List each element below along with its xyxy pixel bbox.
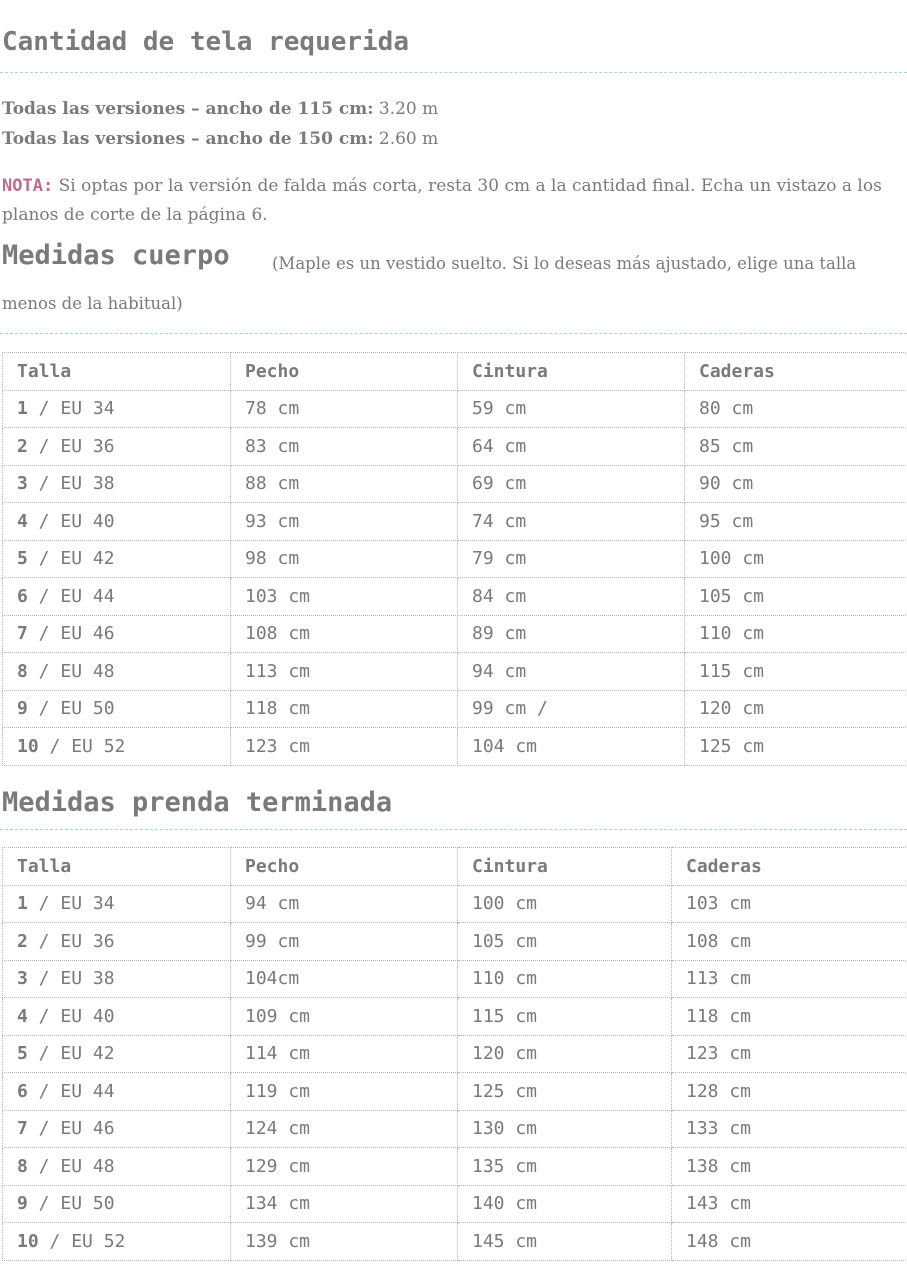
cell-pecho: 108 cm [231,615,458,653]
cell-talla [3,503,231,541]
cell-cintura: 94 cm [458,653,685,691]
cell-talla [3,960,231,998]
cell-caderas: 125 cm [685,728,907,766]
note-label: NOTA: [2,176,54,196]
header-pecho: Pecho [231,848,458,886]
table-header-row [3,848,907,886]
size-number: 8 [17,1155,28,1177]
cell-talla [3,1110,231,1148]
size-eu: / EU 40 [27,1005,115,1027]
cell-talla [3,1185,231,1223]
dashed-divider [0,829,907,830]
size-number: 2 [17,930,28,952]
cell-pecho: 99 cm [231,923,458,961]
size-number: 6 [17,585,28,607]
size-number: 1 [17,398,28,420]
cell-caderas: 113 cm [672,960,907,998]
cell-pecho: 88 cm [231,465,458,503]
cell-pecho: 139 cm [231,1223,458,1261]
garment-measures-title: Medidas prenda terminada [2,787,393,818]
cell-cintura: 79 cm [458,540,685,578]
cell-talla [3,690,231,728]
table-row [3,885,907,923]
cell-pecho: 94 cm [231,885,458,923]
header-talla: Talla [3,353,231,391]
cell-cintura: 115 cm [458,998,672,1036]
cell-caderas: 138 cm [672,1148,907,1186]
cell-cintura: 135 cm [458,1148,672,1186]
size-eu: / EU 52 [38,1230,126,1252]
table-row [3,465,907,503]
garment-measures-table [2,847,907,1261]
cell-cintura: 59 cm [458,390,685,428]
cell-caderas: 103 cm [672,885,907,923]
cell-cintura: 69 cm [458,465,685,503]
cell-talla [3,885,231,923]
table-row [3,503,907,541]
cell-cintura: 64 cm [458,428,685,466]
cell-caderas: 105 cm [685,578,907,616]
cell-caderas: 128 cm [672,1073,907,1111]
fabric-note [2,172,907,230]
cell-talla [3,923,231,961]
table-row [3,1185,907,1223]
cell-caderas: 95 cm [685,503,907,541]
table-row [3,390,907,428]
size-eu: / EU 52 [38,735,126,757]
cell-caderas: 110 cm [685,615,907,653]
size-number: 2 [17,435,28,457]
cell-cintura: 74 cm [458,503,685,541]
size-number: 8 [17,660,28,682]
table-row [3,923,907,961]
size-eu: / EU 46 [27,1118,115,1140]
size-number: 5 [17,1043,28,1065]
cell-caderas: 108 cm [672,923,907,961]
header-cintura: Cintura [458,848,672,886]
size-number: 9 [17,698,28,720]
cell-cintura: 140 cm [458,1185,672,1223]
cell-talla [3,428,231,466]
size-number: 1 [17,893,28,915]
size-eu: / EU 40 [27,510,115,532]
cell-caderas: 85 cm [685,428,907,466]
cell-cintura: 84 cm [458,578,685,616]
size-number: 7 [17,623,28,645]
size-number: 5 [17,548,28,570]
size-eu: / EU 36 [27,435,115,457]
size-eu: / EU 42 [27,548,115,570]
fabric-line-value: 3.20 m [378,99,439,119]
cell-talla [3,1073,231,1111]
size-eu: / EU 50 [27,698,115,720]
fabric-line-label: Todas las versiones – ancho de 150 cm: [2,129,374,149]
cell-caderas: 120 cm [685,690,907,728]
table-row [3,960,907,998]
table-row [3,1223,907,1261]
cell-talla [3,1148,231,1186]
table-row [3,728,907,766]
size-eu: / EU 44 [27,585,115,607]
cell-talla [3,390,231,428]
header-pecho: Pecho [231,353,458,391]
size-number: 9 [17,1193,28,1215]
size-number: 3 [17,473,28,495]
size-eu: / EU 46 [27,623,115,645]
cell-caderas: 143 cm [672,1185,907,1223]
cell-pecho: 129 cm [231,1148,458,1186]
cell-pecho: 93 cm [231,503,458,541]
size-number: 3 [17,968,28,990]
cell-cintura: 110 cm [458,960,672,998]
body-measures-title: Medidas cuerpo [2,240,230,271]
cell-pecho: 83 cm [231,428,458,466]
size-eu: / EU 48 [27,1155,115,1177]
header-caderas: Caderas [685,353,907,391]
table-row [3,1148,907,1186]
table-row [3,1073,907,1111]
cell-cintura: 130 cm [458,1110,672,1148]
cell-pecho: 109 cm [231,998,458,1036]
size-eu: / EU 36 [27,930,115,952]
cell-cintura: 89 cm [458,615,685,653]
cell-talla [3,540,231,578]
fabric-line-115 [2,98,438,120]
dashed-divider [0,72,907,73]
table-row [3,1035,907,1073]
cell-cintura: 105 cm [458,923,672,961]
cell-cintura: 100 cm [458,885,672,923]
cell-pecho: 114 cm [231,1035,458,1073]
cell-talla [3,728,231,766]
fabric-line-label: Todas las versiones – ancho de 115 cm: [2,99,374,119]
cell-pecho: 134 cm [231,1185,458,1223]
cell-pecho: 98 cm [231,540,458,578]
size-eu: / EU 38 [27,473,115,495]
cell-pecho: 78 cm [231,390,458,428]
size-eu: / EU 34 [27,398,115,420]
cell-caderas: 115 cm [685,653,907,691]
cell-caderas: 133 cm [672,1110,907,1148]
size-number: 4 [17,510,28,532]
cell-talla [3,1035,231,1073]
size-number: 6 [17,1080,28,1102]
cell-pecho: 113 cm [231,653,458,691]
cell-caderas: 148 cm [672,1223,907,1261]
size-eu: / EU 38 [27,968,115,990]
cell-talla [3,653,231,691]
cell-pecho: 119 cm [231,1073,458,1111]
cell-talla [3,578,231,616]
header-caderas: Caderas [672,848,907,886]
cell-talla [3,465,231,503]
cell-talla [3,998,231,1036]
table-row [3,578,907,616]
fabric-title: Cantidad de tela requerida [2,27,409,57]
cell-cintura: 104 cm [458,728,685,766]
size-number: 4 [17,1005,28,1027]
cell-caderas: 90 cm [685,465,907,503]
cell-caderas: 80 cm [685,390,907,428]
table-row [3,1110,907,1148]
dashed-divider [0,333,907,334]
table-row [3,428,907,466]
fabric-line-150 [2,128,438,150]
cell-pecho: 104cm [231,960,458,998]
size-eu: / EU 48 [27,660,115,682]
size-number: 10 [17,1230,39,1252]
table-row [3,653,907,691]
cell-cintura: 120 cm [458,1035,672,1073]
cell-talla [3,615,231,653]
size-eu: / EU 34 [27,893,115,915]
cell-cintura: 145 cm [458,1223,672,1261]
size-number: 10 [17,735,39,757]
note-text: Si optas por la versión de falda más corta, resta 30 cm a la cantidad final. Echa un vistazo a los planos de corte de la página 6. [2,176,882,225]
size-eu: / EU 50 [27,1193,115,1215]
header-cintura: Cintura [458,353,685,391]
cell-caderas: 118 cm [672,998,907,1036]
cell-caderas: 123 cm [672,1035,907,1073]
header-talla: Talla [3,848,231,886]
table-row [3,615,907,653]
table-row [3,998,907,1036]
table-header-row [3,353,907,391]
size-eu: / EU 44 [27,1080,115,1102]
cell-caderas: 100 cm [685,540,907,578]
table-row [3,690,907,728]
cell-cintura: 125 cm [458,1073,672,1111]
cell-pecho: 103 cm [231,578,458,616]
size-eu: / EU 42 [27,1043,115,1065]
cell-cintura: 99 cm / [458,690,685,728]
fabric-line-value: 2.60 m [378,129,439,149]
body-measures-table [2,352,907,766]
cell-pecho: 124 cm [231,1110,458,1148]
table-row [3,540,907,578]
size-number: 7 [17,1118,28,1140]
body-measures-subtitle: (Maple es un vestido suelto. Si lo deseas más ajustado, elige una talla menos de la habitual) [2,254,857,313]
cell-pecho: 123 cm [231,728,458,766]
cell-talla [3,1223,231,1261]
cell-pecho: 118 cm [231,690,458,728]
